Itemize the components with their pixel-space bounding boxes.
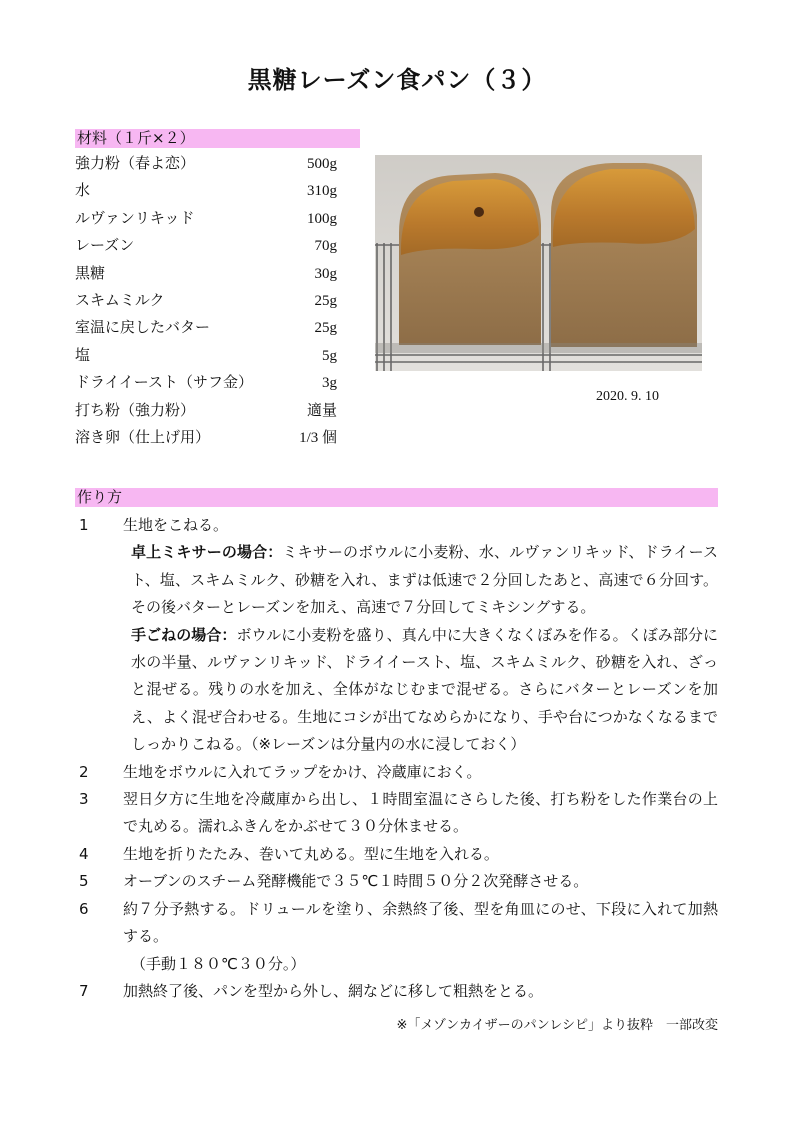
ingredient-amount: 310g xyxy=(307,183,337,200)
step-item xyxy=(75,786,718,841)
bread-photo-illustration xyxy=(375,155,702,371)
ingredient-amount: 500g xyxy=(307,156,337,172)
ingredient-amount: 25g xyxy=(314,292,337,309)
ingredient-row xyxy=(75,152,337,179)
ingredient-name: 塩 xyxy=(75,345,91,364)
ingredient-row xyxy=(75,426,337,453)
subsection-text: ボウルに小麦粉を盛り、真ん中に大きくなくぼみを作る。くぼみ部分に水の半量、ルヴァンリキッド、ドライイースト、塩、スキムミルク、砂糖を入れ、ざっと混ぜる。残りの水を加え、全体がなじむまで混ぜる。さらにバターとレーズンを加え、よく混ぜ合わせる。生地にコシが出てなめらかになり、手や台につかなくなるまでしっかりこねる。（※レーズンは分量内の水に浸しておく） xyxy=(131,625,718,754)
ingredient-row xyxy=(75,179,337,206)
step-body xyxy=(123,759,718,786)
step-body xyxy=(123,841,718,868)
step-text: 生地をこねる。 xyxy=(123,516,229,534)
step-text: 加熱終了後、パンを型から外し、網などに移して粗熱をとる。 xyxy=(123,981,544,1000)
ingredient-row xyxy=(75,262,337,289)
ingredient-amount: 適量 xyxy=(306,402,337,419)
ingredient-amount: 1/3 個 xyxy=(299,429,337,446)
ingredient-row xyxy=(75,371,337,398)
step-body xyxy=(123,896,718,978)
ingredient-row xyxy=(75,316,337,343)
ingredient-name: 黒糖 xyxy=(75,263,106,282)
step-number: 7 xyxy=(79,981,89,1000)
step-number: 2 xyxy=(79,762,89,781)
step-number: 1 xyxy=(79,516,89,534)
ingredient-name: ルヴァンリキッド xyxy=(75,208,195,227)
step-item xyxy=(75,759,718,786)
step-text: 翌日夕方に生地を冷蔵庫から出し、１時間室温にさらした後、打ち粉をした作業台の上で丸める。濡れふきんをかぶせて３０分休ませる。 xyxy=(123,790,718,836)
ingredient-row xyxy=(75,289,337,316)
ingredient-name: 打ち粉（強力粉） xyxy=(75,400,196,419)
ingredient-name: 水 xyxy=(75,181,91,200)
step-item xyxy=(75,896,718,978)
page-title: 黒糖レーズン食パン（３） xyxy=(247,66,547,94)
step-item xyxy=(75,512,718,759)
subsection-label: 卓上ミキサーの場合： xyxy=(131,543,283,562)
ingredient-amount: 30g xyxy=(314,265,337,282)
materials-heading: 材料（１斤×２） xyxy=(75,129,360,148)
step-subsection xyxy=(123,622,718,759)
step-number: 4 xyxy=(79,844,89,863)
step-body xyxy=(123,786,718,841)
step-text: 生地を折りたたみ、巻いて丸める。型に生地を入れる。 xyxy=(123,844,499,863)
ingredient-amount: 3g xyxy=(322,375,337,392)
ingredient-name: スキムミルク xyxy=(75,290,165,309)
ingredient-name: 溶き卵（仕上げ用） xyxy=(75,427,211,446)
method-steps xyxy=(75,512,718,1005)
step-item xyxy=(75,841,718,868)
method-heading: 作り方 xyxy=(75,488,718,507)
step-note: （手動１８０℃３０分。） xyxy=(131,954,306,973)
step-text: 生地をボウルに入れてラップをかけ、冷蔵庫におく。 xyxy=(123,762,482,781)
subsection-label: 手ごねの場合： xyxy=(131,625,237,644)
ingredient-name: ドライイースト（サフ金） xyxy=(75,373,254,392)
step-body xyxy=(123,978,718,1005)
subsection-text: ミキサーのボウルに小麦粉、水、ルヴァンリキッド、ドライースト、塩、スキムミルク、砂糖を入れ、まずは低速で２分回したあと、高速で６分回す。その後バターとレーズンを加え、高速で７分回してミキシングする。 xyxy=(131,543,718,617)
step-body xyxy=(123,512,718,759)
step-text: 約７分予熱する。ドリュールを塗り、余熱終了後、型を角皿にのせ、下段に入れて加熱する。 xyxy=(123,899,718,946)
step-subsection xyxy=(123,539,718,621)
step-text: オーブンのスチーム発酵機能で３５℃１時間５０分２次発酵させる。 xyxy=(123,872,589,891)
bread-photo xyxy=(375,155,702,371)
ingredient-name: 室温に戻したバター xyxy=(75,318,211,337)
ingredient-amount: 70g xyxy=(314,238,337,255)
step-number: 3 xyxy=(79,790,89,809)
step-item xyxy=(75,978,718,1005)
step-number: 5 xyxy=(79,872,89,891)
ingredient-amount: 5g xyxy=(322,347,337,364)
ingredient-name: 強力粉（春よ恋） xyxy=(75,154,196,172)
step-number: 6 xyxy=(79,899,89,918)
ingredient-row xyxy=(75,399,337,426)
photo-date: 2020. 9. 10 xyxy=(596,389,659,404)
ingredient-row xyxy=(75,234,337,261)
step-body xyxy=(123,868,718,895)
ingredient-name: レーズン xyxy=(75,236,135,255)
ingredient-amount: 100g xyxy=(307,210,337,227)
ingredient-list xyxy=(75,152,337,453)
source-note: ※「メゾンカイザーのパンレシピ」より抜粋 一部改変 xyxy=(396,1018,718,1033)
ingredient-row xyxy=(75,344,337,371)
step-item xyxy=(75,868,718,895)
ingredient-row xyxy=(75,207,337,234)
ingredient-amount: 25g xyxy=(314,320,337,337)
